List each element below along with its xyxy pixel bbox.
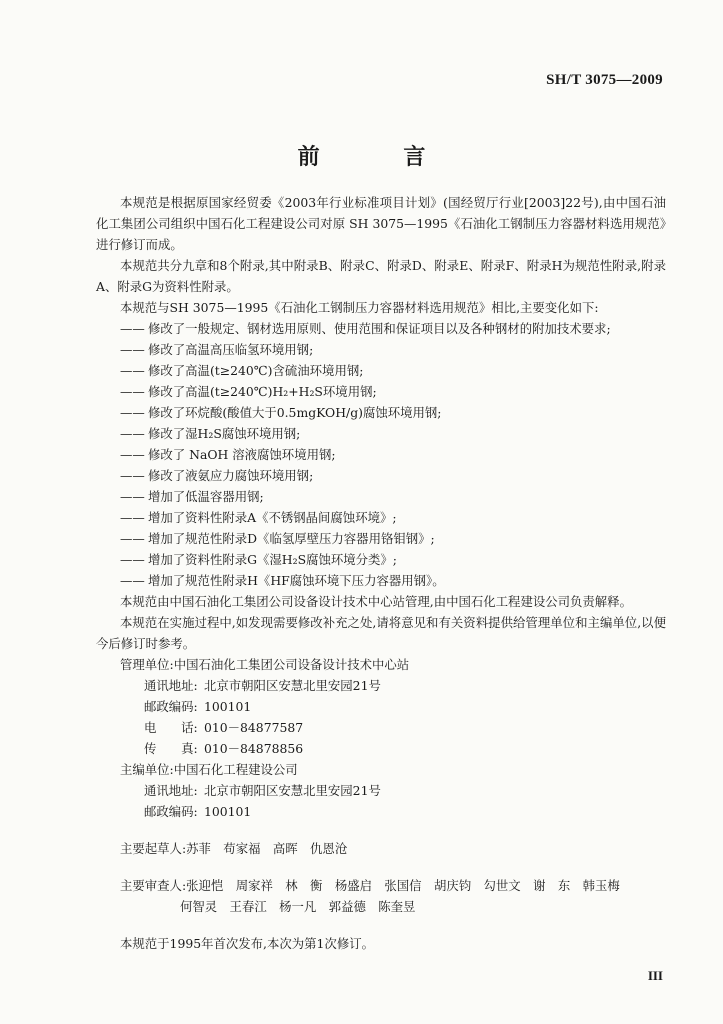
list-item: —— 增加了资料性附录G《湿H₂S腐蚀环境分类》;	[96, 549, 666, 570]
spacer	[96, 917, 666, 933]
chief-editor-unit: 主编单位:中国石化工程建设公司	[120, 762, 298, 777]
dash-marker: ——	[120, 342, 145, 357]
chief-editor-postcode: 邮政编码: 100101	[144, 804, 252, 819]
changes-intro-paragraph: 本规范与SH 3075—1995《石油化工钢制压力容器材料选用规范》相比,主要变化如下:	[120, 300, 599, 315]
spacer	[96, 859, 666, 875]
management-phone: 电 话: 010－84877587	[144, 720, 304, 735]
structure-paragraph: 本规范共分九章和8个附录,其中附录B、附录C、附录D、附录E、附录F、附录H为规范性附录,附录A、附录G为资料性附录。	[96, 258, 666, 294]
drafters-line: 主要起草人:苏菲 苟家福 高晖 仇恩沧	[120, 841, 348, 856]
dash-marker: ——	[120, 363, 145, 378]
dash-marker: ——	[120, 489, 145, 504]
history-paragraph: 本规范于1995年首次发布,本次为第1次修订。	[120, 936, 374, 951]
management-postcode: 邮政编码: 100101	[144, 699, 252, 714]
list-item: —— 增加了资料性附录A《不锈钢晶间腐蚀环境》;	[96, 507, 666, 528]
spacer	[96, 822, 666, 838]
list-item: —— 修改了高温(t≥240℃)H₂+H₂S环境用钢;	[96, 381, 666, 402]
reviewers-line-2: 何智灵 王春江 杨一凡 郭益德 陈奎昱	[180, 899, 416, 914]
list-item: —— 增加了规范性附录D《临氢厚壁压力容器用铬钼钢》;	[96, 528, 666, 549]
list-item: —— 增加了规范性附录H《HF腐蚀环境下压力容器用钢》。	[96, 570, 666, 591]
dash-marker: ——	[120, 510, 145, 525]
list-item: —— 增加了低温容器用钢;	[96, 486, 666, 507]
list-item: —— 修改了湿H₂S腐蚀环境用钢;	[96, 423, 666, 444]
list-item: —— 修改了液氨应力腐蚀环境用钢;	[96, 465, 666, 486]
dash-marker: ——	[120, 552, 145, 567]
dash-marker: ——	[120, 468, 145, 483]
intro-paragraph: 本规范是根据原国家经贸委《2003年行业标准项目计划》(国经贸厅行业[2003]22号),由中国石油化工集团公司组织中国石化工程建设公司对原 SH 3075—1995《石油化工钢制压力容器材料选用规范》进行修订而成。	[96, 195, 666, 252]
management-address: 通讯地址: 北京市朝阳区安慧北里安园21号	[144, 678, 381, 693]
page-number: III	[647, 968, 663, 983]
management-unit: 管理单位:中国石油化工集团公司设备设计技术中心站	[120, 657, 410, 672]
dash-marker: ——	[120, 321, 145, 336]
dash-marker: ——	[120, 426, 145, 441]
document-code: SH/T 3075—2009	[546, 72, 663, 88]
dash-marker: ——	[120, 531, 145, 546]
changes-list	[96, 318, 666, 591]
dash-marker: ——	[120, 573, 145, 588]
feedback-paragraph: 本规范在实施过程中,如发现需要修改补充之处,请将意见和有关资料提供给管理单位和主编单位,以便今后修订时参考。	[96, 615, 666, 651]
reviewers-line: 主要审查人:张迎恺 周家祥 林 衡 杨盛启 张国信 胡庆钧 勾世文 谢 东 韩玉梅	[120, 878, 620, 893]
chief-editor-address: 通讯地址: 北京市朝阳区安慧北里安园21号	[144, 783, 381, 798]
list-item: —— 修改了高温高压临氢环境用钢;	[96, 339, 666, 360]
management-fax: 传 真: 010－84878856	[144, 741, 304, 756]
list-item: —— 修改了一般规定、钢材选用原则、使用范围和保证项目以及各种钢材的附加技术要求;	[96, 318, 666, 339]
foreword-body	[96, 192, 666, 954]
dash-marker: ——	[120, 447, 145, 462]
page-title: 前 言	[297, 144, 464, 170]
management-paragraph: 本规范由中国石油化工集团公司设备设计技术中心站管理,由中国石化工程建设公司负责解释。	[120, 594, 632, 609]
list-item: —— 修改了高温(t≥240℃)含硫油环境用钢;	[96, 360, 666, 381]
dash-marker: ——	[120, 384, 145, 399]
dash-marker: ——	[120, 405, 145, 420]
list-item: —— 修改了 NaOH 溶液腐蚀环境用钢;	[96, 444, 666, 465]
list-item: —— 修改了环烷酸(酸值大于0.5mgKOH/g)腐蚀环境用钢;	[96, 402, 666, 423]
